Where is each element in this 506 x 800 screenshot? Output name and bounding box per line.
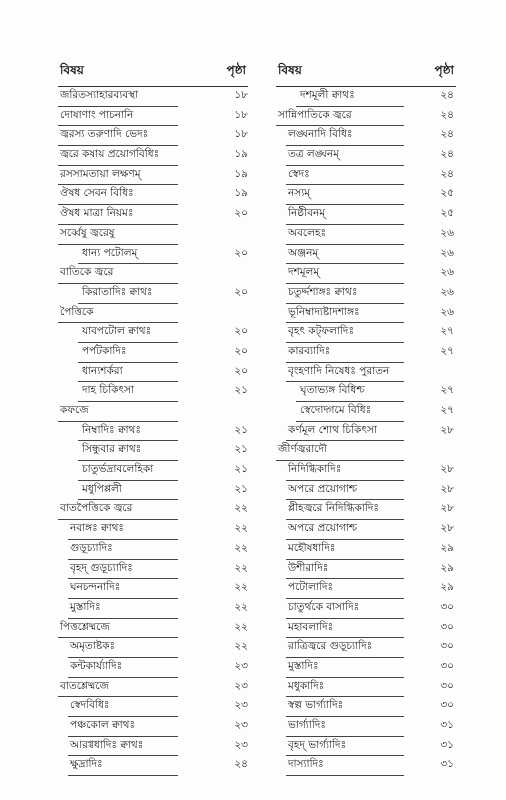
toc-entry <box>58 756 248 776</box>
toc-entry-title: স্বল্প ভার্গ্যাদিঃ <box>288 699 344 712</box>
toc-entry-title: রাত্রিজ্বরে গুড়ূচ্যাদিঃ <box>288 640 373 653</box>
toc-entry <box>276 756 456 776</box>
toc-entry <box>276 619 456 639</box>
toc-entry-page: ১৮ <box>234 108 248 121</box>
toc-entry-title: দোষাণাং পাচনানি <box>60 108 134 121</box>
toc-entry <box>58 264 248 284</box>
toc-entry-page: ২২ <box>234 541 248 554</box>
toc-entry-page: ২৭ <box>440 325 454 338</box>
toc-entry <box>58 382 248 402</box>
toc-entry <box>276 205 456 225</box>
toc-header-right <box>276 58 456 87</box>
toc-entry <box>276 225 456 245</box>
toc-entry-title: মধুকাদিঃ <box>288 679 325 692</box>
toc-entry-page: ৩০ <box>440 679 454 692</box>
toc-entry-title: দাহ চিকিৎসা <box>82 384 135 397</box>
toc-entry <box>58 540 248 560</box>
toc-entry <box>276 481 456 501</box>
toc-entry-title: অমৃতাষ্টকঃ <box>70 640 116 653</box>
toc-entry <box>276 697 456 717</box>
toc-entry <box>58 697 248 717</box>
toc-entry-title: চাতুর্ভদ্রাবলেহিকা <box>82 463 154 476</box>
toc-entry <box>58 520 248 540</box>
toc-entry-title: নিষ্ঠীবনম্ <box>288 207 326 220</box>
toc-entry-title: স্বেদবিধিঃ <box>70 699 110 712</box>
toc-entry-title: অপরে প্রয়োগাশ্চ <box>288 522 358 535</box>
toc-entry <box>58 363 248 383</box>
toc-entry-page: ৩০ <box>440 699 454 712</box>
toc-entry <box>58 560 248 580</box>
toc-entry <box>276 461 456 481</box>
toc-entry-title: ধান্য পটোলম্ <box>82 246 138 259</box>
toc-entry <box>58 107 248 127</box>
toc-entry-title: দশমূলী ক্বাথঃ <box>300 89 355 101</box>
toc-entry-title: জ্বরে কষায় প্রয়োগবিধিঃ <box>60 148 160 161</box>
toc-entry <box>276 166 456 186</box>
toc-entry-title: লঙ্ঘনাদি বিধিঃ <box>288 128 353 141</box>
toc-entry <box>276 363 456 383</box>
toc-entry-page: ২২ <box>234 620 248 633</box>
toc-entry-title: কিরাতাদিঃ ক্বাথঃ <box>82 285 153 298</box>
toc-entry <box>58 126 248 146</box>
toc-entry-title: পিত্তশ্লেষ্মজে <box>60 620 110 633</box>
toc-entry <box>58 422 248 442</box>
toc-entry-page: ২৭ <box>440 344 454 357</box>
toc-header-left <box>58 58 248 87</box>
toc-entry-title: স্বেদঃ <box>288 167 310 180</box>
toc-entry-page: ২৯ <box>440 561 454 574</box>
toc-entry <box>276 382 456 402</box>
toc-entry-page: ২৩ <box>234 679 248 692</box>
toc-entry-title: পটোলাদিঃ <box>288 581 334 594</box>
toc-entry <box>276 264 456 284</box>
toc-entry-title: জরিতস্যাহারব্যবস্থা <box>60 89 139 101</box>
toc-entry-page: ২৩ <box>234 659 248 672</box>
toc-entry-page: ১৯ <box>234 187 248 200</box>
toc-entry <box>58 245 248 265</box>
toc-entry <box>276 520 456 540</box>
toc-entry-page: ২১ <box>234 423 248 436</box>
toc-entry-page: ২৮ <box>440 502 454 515</box>
toc-entry-title: সর্ব্বেষু জ্বরেষু <box>60 226 115 239</box>
toc-entry-title: সান্নিপাতিকে জ্বরে <box>278 108 352 121</box>
toc-entry-title: বৃহদ্ গুড়ূচ্যাদিঃ <box>70 561 133 574</box>
toc-entry-title: মধুপিপ্পলী <box>82 482 122 495</box>
toc-entry-page: ৩১ <box>440 758 454 771</box>
toc-entry <box>58 658 248 678</box>
toc-entry-title: বাতপৈত্তিকে জ্বরে <box>60 502 133 515</box>
toc-entry-title: আরগ্বধাদিঃ ক্বাথঃ <box>70 738 144 751</box>
toc-entry-title: সিন্ধুবার ক্বাথঃ <box>82 443 142 456</box>
toc-column-left <box>58 58 248 776</box>
toc-entry <box>58 185 248 205</box>
toc-entry-page: ১৯ <box>234 148 248 161</box>
toc-entry-page: ২৪ <box>234 758 248 771</box>
toc-entry <box>276 245 456 265</box>
toc-entry-title: অপরে প্রয়োগাশ্চ <box>288 482 358 495</box>
toc-entry-page: ২৮ <box>440 482 454 495</box>
toc-entry-page: ২১ <box>234 463 248 476</box>
toc-entry-page: ১৯ <box>234 167 248 180</box>
toc-entry-title: অঞ্জনম্ <box>288 246 319 259</box>
toc-rows-right <box>276 87 456 776</box>
toc-entry-page: ২০ <box>234 207 248 220</box>
toc-entry-title: মুস্তাদিঃ <box>70 600 101 613</box>
toc-entry <box>276 540 456 560</box>
toc-entry-title: প্লীহজ্বরে নিদিগ্ধিকাদিঃ <box>288 502 380 515</box>
toc-entry-title: চাতুর্থকে বাসাদিঃ <box>288 600 360 613</box>
toc-entry-title: মহাবলাদিঃ <box>288 620 334 633</box>
toc-entry-title: দশমূলম্ <box>288 266 320 279</box>
toc-entry-page: ২০ <box>234 364 248 377</box>
toc-entry-title: অবলেহঃ <box>288 226 327 239</box>
toc-entry-page: ২০ <box>234 246 248 259</box>
toc-entry-page: ২৮ <box>440 522 454 535</box>
toc-entry <box>276 146 456 166</box>
toc-entry <box>276 343 456 363</box>
toc-entry-title: ভার্গ্যাদিঃ <box>288 719 326 731</box>
toc-entry-title: মহৌষধাদিঃ <box>288 541 336 554</box>
toc-entry-page: ২৫ <box>440 207 454 220</box>
toc-entry-page: ২৩ <box>234 699 248 712</box>
toc-entry-page: ২৪ <box>440 128 454 141</box>
toc-entry-page: ২৪ <box>440 148 454 161</box>
toc-entry-title: কন্টকার্য্যাদিঃ <box>70 659 123 672</box>
toc-entry-title: ক্ষুদ্রাদিঃ <box>70 758 103 771</box>
toc-entry <box>58 717 248 737</box>
toc-entry-title: যাবপটোল ক্বাথঃ <box>82 325 152 338</box>
toc-entry-title: বাতিকে জ্বরে <box>60 266 114 279</box>
entry-underline <box>68 775 178 776</box>
toc-entry-title: স্বেদোদ্গমে বিধিঃ <box>300 404 372 416</box>
toc-entry-page: ২৯ <box>440 581 454 594</box>
toc-entry <box>276 599 456 619</box>
toc-entry-page: ১৮ <box>234 128 248 141</box>
toc-entry-title: পঞ্চকোল ক্বাথঃ <box>70 719 136 731</box>
toc-entry-page: ২৩ <box>234 738 248 751</box>
toc-entry-page: ২৮ <box>440 423 454 436</box>
toc-entry-page: ২৯ <box>440 541 454 554</box>
toc-entry-page: ১৮ <box>234 89 248 101</box>
toc-entry-title: পর্পটকাদিঃ <box>82 344 127 357</box>
toc-entry <box>58 638 248 658</box>
toc-entry <box>58 146 248 166</box>
toc-entry-title: উশীরাদিঃ <box>288 561 329 574</box>
toc-entry <box>58 205 248 225</box>
toc-entry <box>276 500 456 520</box>
page-header: পৃষ্ঠা <box>226 63 246 77</box>
toc-entry-title: চতুর্দ্দশাঙ্গঃ ক্বাথঃ <box>288 285 358 298</box>
toc-entry-page: ৩০ <box>440 659 454 672</box>
toc-entry-page: ৩১ <box>440 719 454 731</box>
toc-entry-title: ভূনিম্বাদ্যষ্টাদশাঙ্গঃ <box>288 305 360 318</box>
toc-entry-page: ২৪ <box>440 167 454 180</box>
toc-entry-page: ২১ <box>234 443 248 456</box>
toc-entry-title: বাতশ্লেষ্মজে <box>60 679 109 692</box>
toc-entry <box>58 500 248 520</box>
toc-entry-page: ২৪ <box>440 108 454 121</box>
toc-entry-title: নিম্বাদিঃ ক্বাথঃ <box>82 423 141 436</box>
toc-entry-page: ২২ <box>234 581 248 594</box>
subject-header: বিষয় <box>278 63 302 77</box>
toc-entry-page: ২৩ <box>234 719 248 731</box>
toc-entry <box>58 599 248 619</box>
toc-entry <box>58 619 248 639</box>
toc-entry <box>58 441 248 461</box>
toc-entry <box>276 441 456 461</box>
toc-entry <box>58 304 248 324</box>
toc-entry-page: ২২ <box>234 522 248 535</box>
toc-entry <box>58 737 248 757</box>
toc-entry-page: ২৬ <box>440 285 454 298</box>
toc-entry-page: ২০ <box>234 344 248 357</box>
toc-entry-title: কফজে <box>60 404 89 416</box>
toc-entry <box>276 323 456 343</box>
toc-entry <box>58 579 248 599</box>
toc-entry-title: ঘৃতাভ্যঙ্গ বিধিশ্চ <box>300 384 365 397</box>
toc-entry <box>276 422 456 442</box>
entry-underline <box>286 775 404 776</box>
toc-column-right <box>276 58 456 776</box>
toc-entry-page: ২১ <box>234 384 248 397</box>
toc-entry-page: ২৬ <box>440 246 454 259</box>
toc-entry-page: ২৫ <box>440 187 454 200</box>
toc-entry <box>276 402 456 422</box>
toc-entry-title: কর্ণমূল শোথ চিকিৎসা <box>288 423 377 436</box>
toc-entry-page: ২০ <box>234 325 248 338</box>
toc-entry-page: ২৬ <box>440 305 454 318</box>
toc-entry <box>276 107 456 127</box>
toc-entry <box>58 225 248 245</box>
toc-entry-title: নস্যম্ <box>288 187 311 200</box>
toc-entry-page: ২৬ <box>440 226 454 239</box>
toc-entry <box>58 481 248 501</box>
toc-entry-title: মুস্তাদিঃ <box>288 659 319 672</box>
toc-entry <box>58 166 248 186</box>
toc-entry-page: ২৮ <box>440 463 454 476</box>
toc-entry <box>58 461 248 481</box>
toc-entry <box>276 737 456 757</box>
toc-entry-title: রসসামতায়া লক্ষণম্ <box>60 167 141 180</box>
toc-entry <box>276 717 456 737</box>
toc-entry-page: ২৭ <box>440 404 454 416</box>
toc-rows-left <box>58 87 248 776</box>
toc-entry-title: নিদিগ্ধিকাদিঃ <box>288 463 342 476</box>
toc-entry <box>58 87 248 107</box>
toc-entry-page: ২৪ <box>440 89 454 101</box>
toc-entry-title: ঘনচন্দনাদিঃ <box>70 581 121 594</box>
toc-entry-title: বৃহৎ কট্ফলাদিঃ <box>288 325 355 338</box>
toc-entry-title: ঔষধ মাত্রা নিয়মঃ <box>60 207 134 220</box>
toc-entry-page: ২০ <box>234 285 248 298</box>
toc-entry <box>58 323 248 343</box>
toc-entry <box>276 87 456 107</box>
toc-entry-title: বৃহদ্ ভার্গ্যাদিঃ <box>288 738 347 751</box>
toc-entry-title: ঔষধ সেবন বিধিঃ <box>60 187 134 200</box>
toc-entry <box>276 678 456 698</box>
toc-entry-page: ২৭ <box>440 384 454 397</box>
toc-entry <box>276 126 456 146</box>
toc-entry <box>276 304 456 324</box>
toc-entry <box>276 284 456 304</box>
toc-entry <box>58 284 248 304</box>
toc-entry-page: ৩০ <box>440 600 454 613</box>
toc-entry-title: ধান্যশর্করা <box>82 364 123 377</box>
toc-entry-page: ২২ <box>234 600 248 613</box>
toc-entry-page: ৩০ <box>440 620 454 633</box>
toc-entry-title: তত্র লঙ্ঘনম্ <box>288 148 340 161</box>
toc-entry <box>58 402 248 422</box>
toc-entry-page: ২২ <box>234 502 248 515</box>
toc-entry-page: ৩১ <box>440 738 454 751</box>
toc-entry-title: বৃংহণাদি নিষেধঃ পুরাতন <box>288 364 390 377</box>
toc-entry <box>276 560 456 580</box>
toc-entry <box>58 678 248 698</box>
toc-entry-title: কারব্যাদিঃ <box>288 344 331 357</box>
subject-header: বিষয় <box>60 63 84 77</box>
toc-entry-title: দাস্যাদিঃ <box>288 758 324 771</box>
toc-entry <box>276 579 456 599</box>
toc-entry-page: ২২ <box>234 640 248 653</box>
toc-entry-page: ৩০ <box>440 640 454 653</box>
toc-entry <box>58 343 248 363</box>
toc-entry-title: জ্বরস্য তরুণাদি ভেদঃ <box>60 128 149 141</box>
toc-entry <box>276 185 456 205</box>
toc-entry-page: ২১ <box>234 482 248 495</box>
toc-entry-title: পৈত্তিকে <box>60 305 94 318</box>
toc-entry-title: নবাঙ্গঃ ক্বাথঃ <box>70 522 125 535</box>
page-header: পৃষ্ঠা <box>434 63 454 77</box>
toc-entry <box>276 638 456 658</box>
toc-entry-page: ২২ <box>234 561 248 574</box>
toc-entry-page: ২৬ <box>440 266 454 279</box>
toc-entry-title: গুড়ূচ্যাদিঃ <box>70 541 113 554</box>
toc-entry-title: জীর্ণজ্বরাদৌ <box>278 443 328 456</box>
toc-entry <box>276 658 456 678</box>
